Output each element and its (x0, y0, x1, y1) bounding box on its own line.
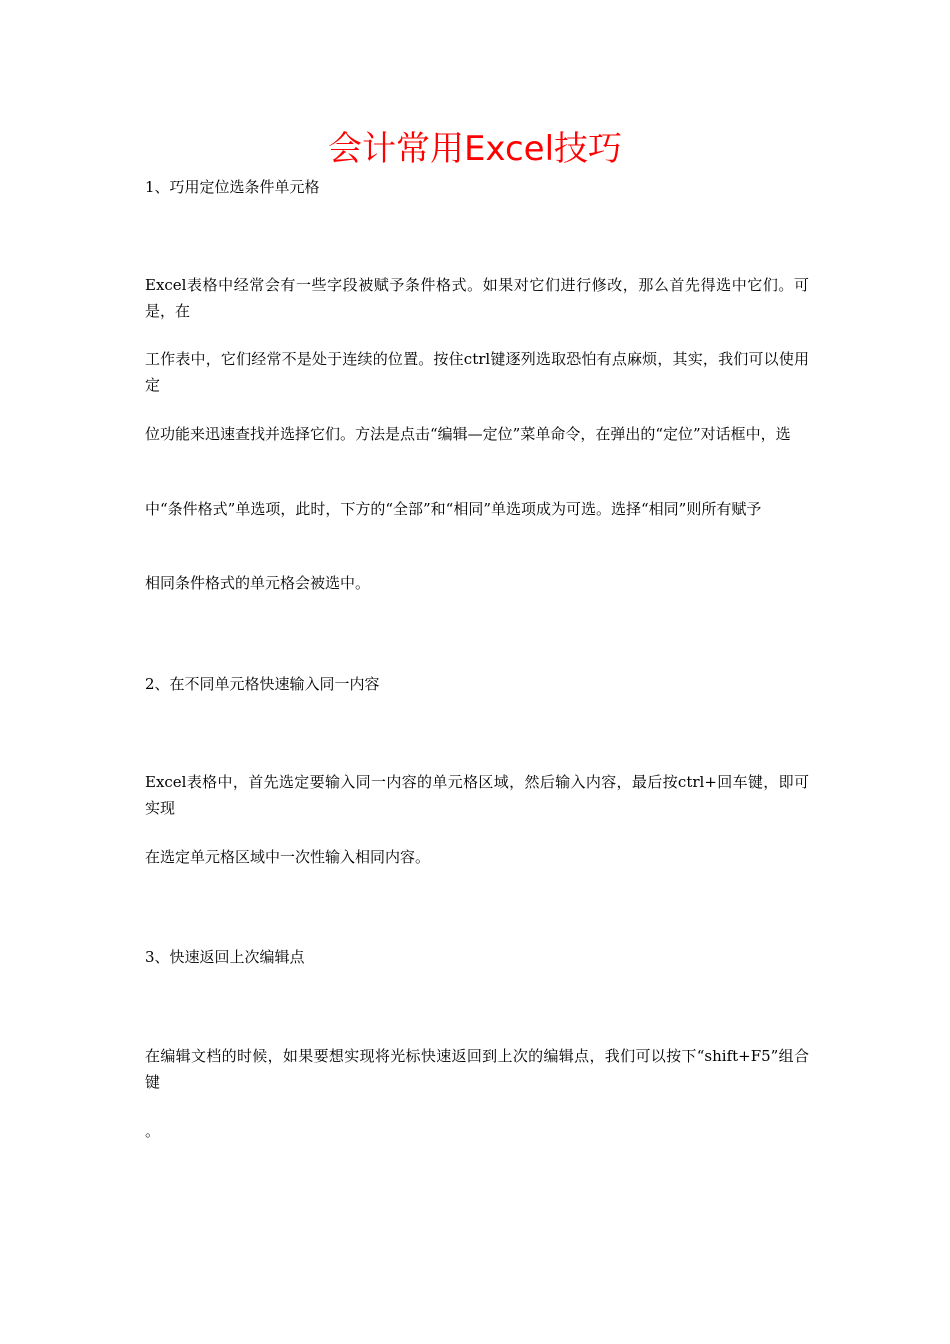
section-1-heading: 1、巧用定位选条件单元格 (145, 178, 320, 196)
section-1-paragraph-5: 相同条件格式的单元格会被选中。 (145, 574, 371, 592)
section-1-paragraph-4: 中“条件格式”单选项，此时，下方的“全部”和“相同”单选项成为可选。选择“相同”则所有赋予 (145, 500, 762, 518)
section-2-paragraph-1: Excel表格中，首先选定要输入同一内容的单元格区域，然后输入内容，最后按ctrl+回车键，即可实现 (145, 773, 809, 817)
section-3-paragraph-2: 。 (145, 1122, 161, 1140)
section-3-heading: 3、快速返回上次编辑点 (145, 948, 305, 966)
section-1-paragraph-3: 位功能来迅速查找并选择它们。方法是点击“编辑—定位”菜单命令，在弹出的“定位”对话框中，选 (145, 425, 791, 443)
section-1-paragraph-2: 工作表中，它们经常不是处于连续的位置。按住ctrl键逐列选取恐怕有点麻烦，其实，我们可以使用定 (145, 350, 809, 394)
section-2-heading: 2、在不同单元格快速输入同一内容 (145, 675, 380, 693)
section-2-paragraph-2: 在选定单元格区域中一次性输入相同内容。 (145, 848, 431, 866)
section-1-paragraph-1: Excel表格中经常会有一些字段被赋予条件格式。如果对它们进行修改，那么首先得选中它们。可是，在 (145, 276, 809, 320)
document-title: 会计常用Excel技巧 (327, 129, 623, 169)
section-3-paragraph-1: 在编辑文档的时候，如果要想实现将光标快速返回到上次的编辑点，我们可以按下“shift+F5”组合键 (145, 1047, 809, 1091)
